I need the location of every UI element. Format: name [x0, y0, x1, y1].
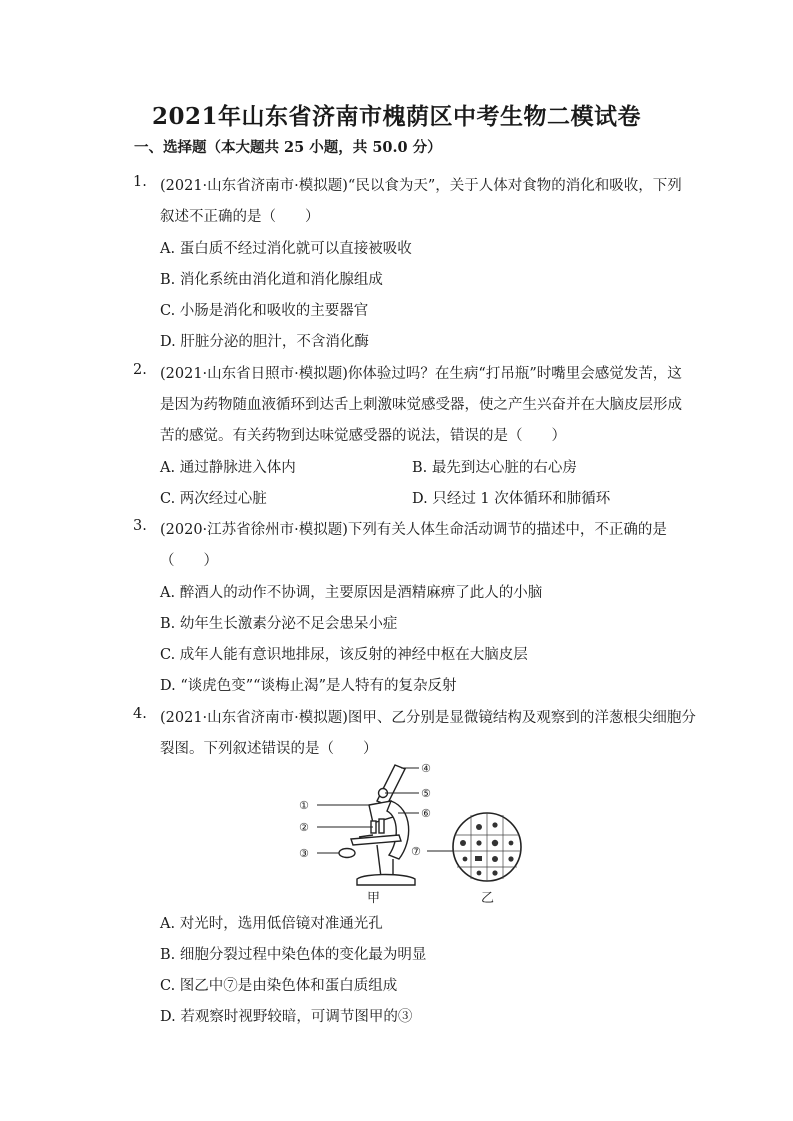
microscope-icon	[339, 765, 415, 885]
option-d: D. “谈虎色变”“谈梅止渴”是人特有的复杂反射	[160, 678, 457, 694]
question-number: 3.	[133, 518, 147, 534]
question-stem-line: (2021·山东省济南市·模拟题)图甲、乙分别是显微镜结构及观察到的洋葱根尖细胞分	[160, 710, 696, 726]
question-stem-line: 苦的感觉。有关药物到达味觉感受器的说法，错误的是（ ）	[160, 428, 566, 444]
option-a: A. 醉酒人的动作不协调，主要原因是酒精麻痹了此人的小脑	[160, 585, 543, 601]
question-stem-line: 裂图。下列叙述错误的是（ ）	[160, 741, 378, 757]
option-a: A. 对光时，选用低倍镜对准通光孔	[160, 916, 383, 932]
option-b: B. 消化系统由消化道和消化腺组成	[160, 272, 383, 288]
question-stem-line: (2021·山东省济南市·模拟题)“民以食为天”，关于人体对食物的消化和吸收，下列	[160, 178, 682, 194]
option-d: D. 肝脏分泌的胆汁，不含消化酶	[160, 334, 369, 350]
option-b: B. 细胞分裂过程中染色体的变化最为明显	[160, 947, 427, 963]
section-heading: 一、选择题（本大题共 25 小题，共 50.0 分）	[134, 139, 442, 156]
figure-label: ⑥	[421, 807, 431, 820]
figure-caption-left: 甲	[367, 891, 381, 905]
question-stem-line: （ ）	[160, 553, 218, 569]
microscope-figure	[295, 755, 525, 905]
question-number: 1.	[133, 174, 147, 190]
option-b: B. 最先到达心脏的右心房	[412, 460, 577, 476]
question-stem-line: 叙述不正确的是（ ）	[160, 209, 320, 225]
option-d: D. 只经过 1 次体循环和肺循环	[412, 491, 611, 507]
figure-label: ④	[421, 762, 431, 775]
cell-division-view-icon	[453, 813, 521, 881]
question-number: 4.	[133, 706, 147, 722]
question-stem-line: (2021·山东省日照市·模拟题)你体验过吗？在生病“打吊瓶”时嘴里会感觉发苦，这	[160, 366, 682, 382]
figure-label: ⑦	[411, 845, 421, 858]
option-c: C. 小肠是消化和吸收的主要器官	[160, 303, 369, 319]
figure-caption-right: 乙	[481, 891, 495, 905]
figure-label: ⑤	[421, 787, 431, 800]
page-title: 2021年山东省济南市槐荫区中考生物二模试卷	[151, 103, 641, 130]
figure-label: ②	[299, 821, 309, 834]
figure-label: ③	[299, 847, 309, 860]
question-stem-line: 是因为药物随血液循环到达舌上刺激味觉感受器，使之产生兴奋并在大脑皮层形成	[160, 397, 682, 413]
question-number: 2.	[133, 362, 147, 378]
option-c: C. 两次经过心脏	[160, 491, 267, 507]
figure-label: ①	[299, 799, 309, 812]
option-a: A. 蛋白质不经过消化就可以直接被吸收	[160, 241, 412, 257]
option-c: C. 成年人能有意识地排尿，该反射的神经中枢在大脑皮层	[160, 647, 528, 663]
option-a: A. 通过静脉进入体内	[160, 460, 296, 476]
option-b: B. 幼年生长激素分泌不足会患呆小症	[160, 616, 398, 632]
option-d: D. 若观察时视野较暗，可调节图甲的③	[160, 1009, 413, 1025]
question-stem-line: (2020·江苏省徐州市·模拟题)下列有关人体生命活动调节的描述中，不正确的是	[160, 522, 667, 538]
option-c: C. 图乙中⑦是由染色体和蛋白质组成	[160, 978, 398, 994]
